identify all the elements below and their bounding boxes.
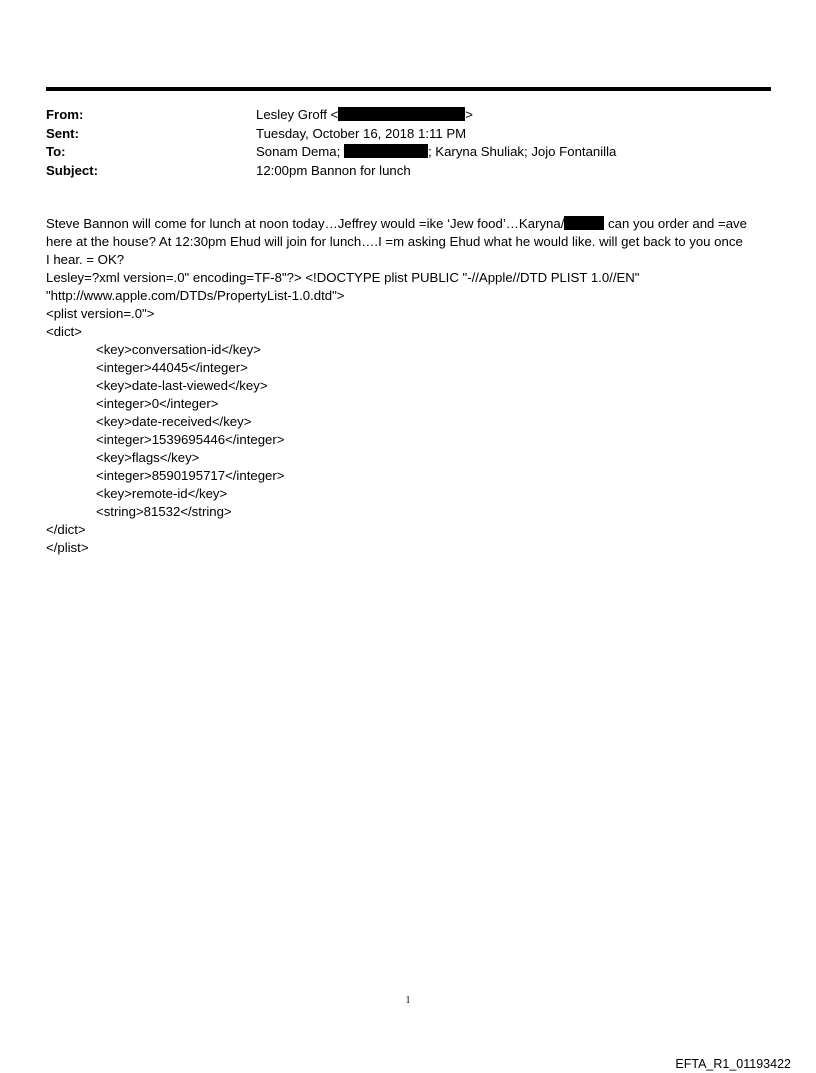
redaction-box	[344, 144, 428, 158]
dict-line: <key>date-received</key>	[96, 414, 252, 429]
body-line: <dict>	[46, 324, 82, 339]
dict-line: <key>conversation-id</key>	[96, 342, 261, 357]
to-row	[46, 143, 616, 162]
body-line: here at the house? At 12:30pm Ehud will join for lunch….I =m asking Ehud what he would like. will get back to you once	[46, 234, 743, 249]
body-line: </plist>	[46, 540, 89, 555]
body-text: Steve Bannon will come for lunch at noon today…Jeffrey would =ike ‘Jew food’…Karyna/	[46, 216, 565, 231]
to-rest: ; Karyna Shuliak; Jojo Fontanilla	[427, 144, 617, 159]
email-body	[46, 215, 774, 557]
sent-label: Sent:	[46, 125, 79, 141]
dict-line: <key>remote-id</key>	[96, 486, 228, 501]
from-row	[46, 106, 616, 125]
to-label: To:	[46, 144, 66, 159]
from-name: Lesley Groff <	[256, 107, 339, 122]
email-header	[46, 106, 616, 180]
subject-row	[46, 162, 616, 181]
sent-row	[46, 125, 616, 144]
redaction-box	[338, 107, 465, 121]
body-line: "http://www.apple.com/DTDs/PropertyList-1.0.dtd">	[46, 288, 345, 303]
subject-label: Subject:	[46, 162, 99, 178]
dict-line: <integer>1539695446</integer>	[96, 432, 285, 447]
bates-number: EFTA_R1_01193422	[675, 1057, 791, 1071]
dict-line: <integer>0</integer>	[96, 396, 219, 411]
from-label: From:	[46, 107, 84, 122]
subject-value: 12:00pm Bannon for lunch	[256, 162, 411, 178]
dict-line: <integer>44045</integer>	[96, 360, 248, 375]
body-line: <plist version=.0">	[46, 306, 155, 321]
from-suffix: >	[465, 107, 473, 122]
body-line: I hear. = OK?	[46, 252, 125, 267]
dict-line: <key>date-last-viewed</key>	[96, 378, 268, 393]
page-number: 1	[405, 995, 411, 1006]
body-text: can you order and =ave	[604, 216, 747, 231]
body-line: </dict>	[46, 522, 86, 537]
from-value	[256, 106, 473, 125]
dict-line: <key>flags</key>	[96, 450, 200, 465]
body-line	[46, 215, 774, 233]
dict-line: <integer>8590195717</integer>	[96, 468, 285, 483]
to-value	[256, 143, 616, 162]
body-line: Lesley=?xml version=.0" encoding=TF-8"?> <!DOCTYPE plist PUBLIC "-//Apple//DTD PLIST 1.0//EN"	[46, 270, 640, 285]
sent-value: Tuesday, October 16, 2018 1:11 PM	[256, 125, 467, 141]
redaction-box	[564, 216, 604, 230]
dict-line: <string>81532</string>	[96, 504, 232, 519]
header-rule	[46, 87, 771, 91]
to-first: Sonam Dema;	[256, 144, 341, 159]
